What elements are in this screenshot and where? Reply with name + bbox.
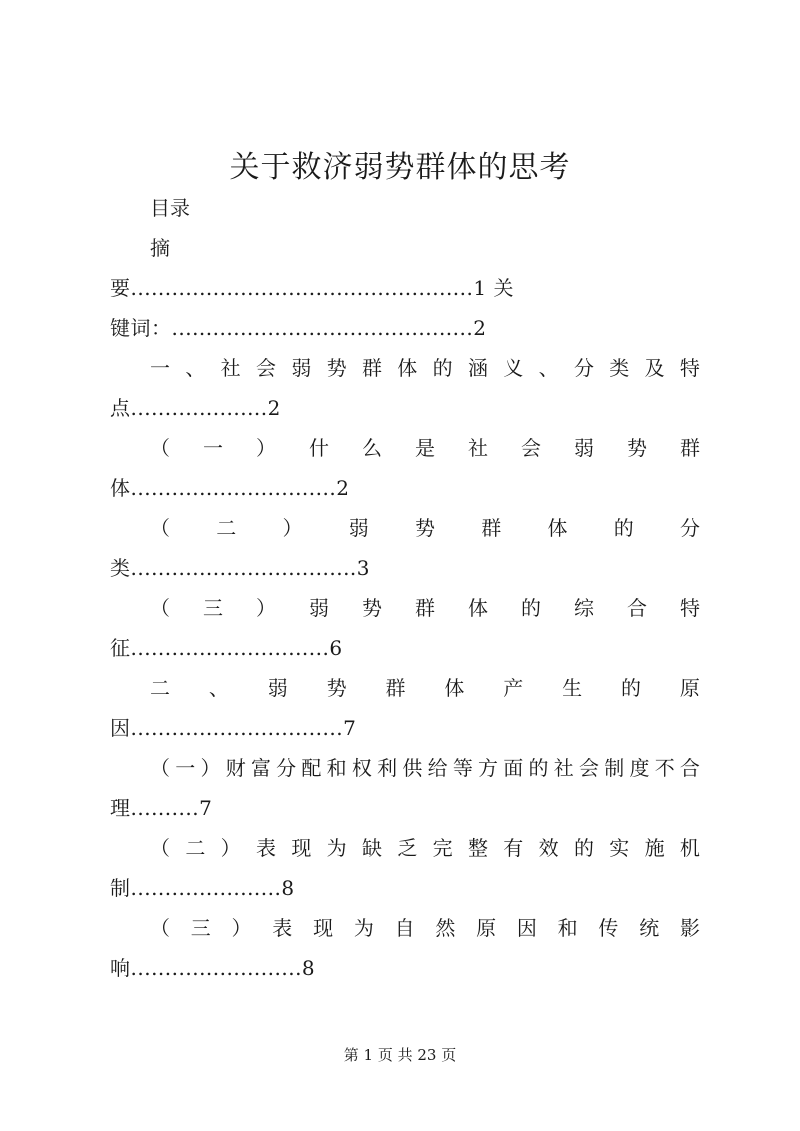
toc-line bbox=[150, 593, 700, 623]
toc-line: 键词：............................................2 bbox=[110, 316, 487, 340]
toc-heading: 目录 bbox=[150, 196, 190, 220]
toc-char: 体 bbox=[444, 676, 465, 700]
toc-char: 实 bbox=[609, 836, 630, 860]
document-title: 关于救济弱势群体的思考 bbox=[229, 150, 571, 185]
toc-line bbox=[150, 753, 700, 783]
toc-char: 表 bbox=[255, 836, 276, 860]
toc-char: 然 bbox=[435, 916, 456, 940]
toc-char: 现 bbox=[313, 916, 334, 940]
toc-char: 完 bbox=[432, 836, 453, 860]
toc-char: 弱 bbox=[291, 356, 312, 380]
toc-line bbox=[150, 433, 700, 463]
toc-char: 为 bbox=[353, 916, 374, 940]
toc-char: ） bbox=[231, 916, 252, 940]
toc-line bbox=[150, 353, 700, 383]
toc-char: 会 bbox=[255, 356, 276, 380]
toc-char: 传 bbox=[598, 916, 619, 940]
toc-char: ） bbox=[256, 436, 276, 460]
toc-char: 财 bbox=[225, 756, 246, 780]
toc-char: （ bbox=[150, 516, 170, 540]
toc-line: 制......................8 bbox=[110, 876, 295, 900]
toc-char: （ bbox=[150, 836, 170, 860]
toc-char: （ bbox=[150, 436, 170, 460]
toc-char: 供 bbox=[402, 756, 423, 780]
toc-char: 的 bbox=[613, 516, 634, 540]
toc-char: 么 bbox=[362, 436, 382, 460]
toc-char: 缺 bbox=[361, 836, 382, 860]
toc-char: 和 bbox=[326, 756, 347, 780]
toc-line: 因...............................7 bbox=[110, 716, 357, 740]
toc-char: 乏 bbox=[397, 836, 418, 860]
toc-line: 要..................................................1 关 bbox=[110, 276, 514, 300]
toc-char: 一 bbox=[175, 756, 196, 780]
toc-char: 的 bbox=[432, 356, 453, 380]
toc-char: 体 bbox=[397, 356, 418, 380]
toc-char: 综 bbox=[574, 596, 594, 620]
toc-char: 什 bbox=[309, 436, 329, 460]
toc-char: 社 bbox=[468, 436, 488, 460]
toc-char: 有 bbox=[503, 836, 524, 860]
toc-char: 弱 bbox=[309, 596, 329, 620]
toc-line: 响.........................8 bbox=[110, 956, 316, 980]
toc-char: 统 bbox=[639, 916, 660, 940]
toc-char: （ bbox=[150, 756, 170, 780]
toc-char: 现 bbox=[291, 836, 312, 860]
toc-char: 三 bbox=[190, 916, 211, 940]
toc-char: 会 bbox=[578, 756, 599, 780]
toc-char: 义 bbox=[503, 356, 524, 380]
toc-char: 一 bbox=[203, 436, 223, 460]
toc-char: 表 bbox=[272, 916, 293, 940]
toc-char: 等 bbox=[452, 756, 473, 780]
page-footer: 第 1 页 共 23 页 bbox=[343, 1046, 457, 1064]
toc-char: （ bbox=[150, 596, 170, 620]
toc-char: 势 bbox=[326, 676, 347, 700]
toc-char: 势 bbox=[627, 436, 647, 460]
toc-char: 二 bbox=[150, 676, 170, 700]
toc-line: 点....................2 bbox=[110, 396, 281, 420]
toc-char: 及 bbox=[644, 356, 665, 380]
toc-char: ） bbox=[220, 836, 241, 860]
toc-char: 和 bbox=[557, 916, 578, 940]
toc-char: 势 bbox=[326, 356, 347, 380]
toc-char: 特 bbox=[679, 356, 700, 380]
toc-char: 不 bbox=[654, 756, 675, 780]
toc-char: ） bbox=[256, 596, 276, 620]
toc-line bbox=[150, 833, 700, 863]
toc-char: 一 bbox=[150, 356, 170, 380]
toc-char: 群 bbox=[481, 516, 502, 540]
toc-line: 理..........7 bbox=[110, 796, 213, 820]
toc-char: 施 bbox=[644, 836, 665, 860]
toc-char: 的 bbox=[621, 676, 641, 700]
toc-char: 社 bbox=[220, 356, 241, 380]
toc-char: 、 bbox=[208, 676, 229, 700]
toc-char: 涵 bbox=[467, 356, 488, 380]
toc-char: 整 bbox=[467, 836, 488, 860]
toc-char: 因 bbox=[516, 916, 537, 940]
toc-char: 体 bbox=[468, 596, 488, 620]
toc-char: 群 bbox=[680, 436, 700, 460]
toc-char: 、 bbox=[185, 356, 206, 380]
toc-char: 分 bbox=[276, 756, 297, 780]
toc-char: 原 bbox=[476, 916, 497, 940]
toc-char: 是 bbox=[415, 436, 435, 460]
toc-char: 二 bbox=[185, 836, 206, 860]
toc-char: 会 bbox=[521, 436, 541, 460]
toc-line bbox=[150, 913, 700, 943]
toc-char: 分 bbox=[680, 516, 700, 540]
toc-char: 类 bbox=[609, 356, 630, 380]
toc-char: 弱 bbox=[348, 516, 369, 540]
toc-char: 社 bbox=[553, 756, 574, 780]
toc-char: 利 bbox=[377, 756, 398, 780]
toc-char: 合 bbox=[627, 596, 647, 620]
toc-char: 机 bbox=[679, 836, 700, 860]
toc-char: 度 bbox=[629, 756, 650, 780]
toc-char: 方 bbox=[478, 756, 499, 780]
toc-char: 原 bbox=[679, 676, 700, 700]
toc-char: ） bbox=[200, 756, 221, 780]
toc-char: 权 bbox=[351, 756, 372, 780]
toc-char: 群 bbox=[415, 596, 435, 620]
toc-line bbox=[150, 673, 700, 703]
toc-char: 的 bbox=[528, 756, 549, 780]
toc-line: 征.............................6 bbox=[110, 636, 343, 660]
toc-char: 产 bbox=[503, 676, 524, 700]
toc-char: 体 bbox=[547, 516, 568, 540]
toc-char: 面 bbox=[503, 756, 524, 780]
toc-char: 为 bbox=[326, 836, 347, 860]
toc-char: 势 bbox=[362, 596, 382, 620]
toc-char: 群 bbox=[385, 676, 406, 700]
toc-char: 效 bbox=[538, 836, 559, 860]
toc-line: 摘 bbox=[150, 236, 171, 260]
toc-line: 类.................................3 bbox=[110, 556, 371, 580]
toc-char: 二 bbox=[216, 516, 237, 540]
toc-char: （ bbox=[150, 916, 170, 940]
toc-char: 富 bbox=[250, 756, 271, 780]
toc-char: 给 bbox=[427, 756, 448, 780]
toc-char: 制 bbox=[604, 756, 625, 780]
toc-line: 体..............................2 bbox=[110, 476, 350, 500]
toc-char: 群 bbox=[361, 356, 382, 380]
toc-char: 、 bbox=[538, 356, 559, 380]
toc-char: 的 bbox=[573, 836, 594, 860]
toc-char: 三 bbox=[203, 596, 223, 620]
toc-char: 配 bbox=[301, 756, 322, 780]
toc-char: 自 bbox=[394, 916, 415, 940]
toc-char: ） bbox=[282, 516, 303, 540]
toc-char: 弱 bbox=[267, 676, 288, 700]
toc-char: 特 bbox=[680, 596, 700, 620]
toc-char: 分 bbox=[573, 356, 594, 380]
toc-char: 影 bbox=[679, 916, 700, 940]
toc-char: 生 bbox=[562, 676, 583, 700]
toc-char: 的 bbox=[521, 596, 541, 620]
toc-line bbox=[150, 513, 700, 543]
toc-char: 弱 bbox=[574, 436, 594, 460]
toc-char: 合 bbox=[679, 756, 700, 780]
toc-char: 势 bbox=[415, 516, 435, 540]
